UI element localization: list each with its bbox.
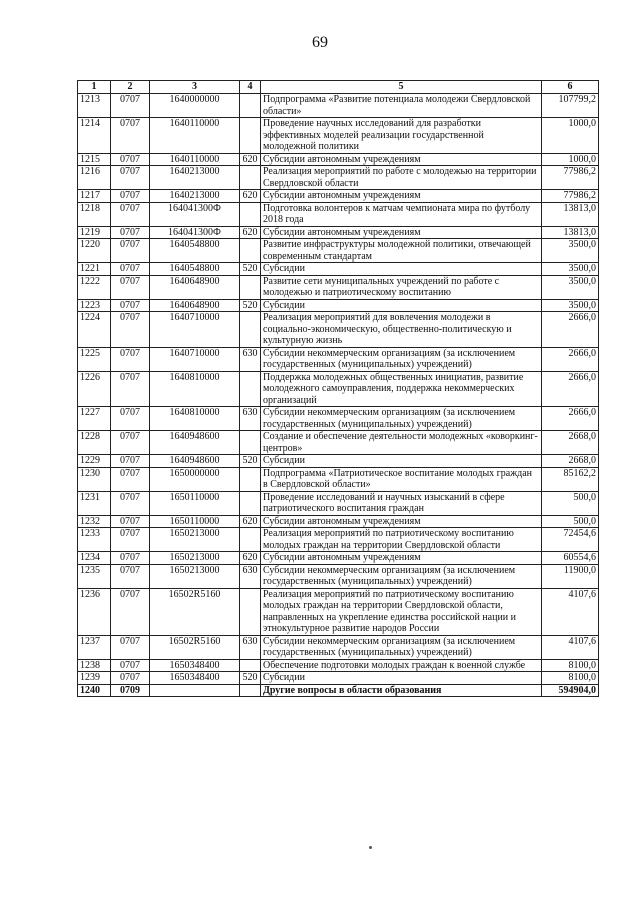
cell-target-code: 1640810000 [150,407,240,431]
cell-expense-type: 520 [240,299,261,312]
cell-row-number: 1223 [78,299,111,312]
cell-row-number: 1233 [78,528,111,552]
table-row [78,239,599,263]
cell-row-number: 1214 [78,118,111,154]
cell-item-name: Субсидии некоммерческим организациям (за исключением государственных (муниципальных) учреждений) [261,347,542,371]
cell-row-number: 1222 [78,275,111,299]
table-row [78,515,599,528]
table-header-row [78,81,599,94]
cell-expense-type [240,202,261,226]
cell-expense-type: 620 [240,226,261,239]
cell-target-code: 1640648900 [150,275,240,299]
page-number: 69 [312,34,328,51]
cell-section-code: 0707 [111,455,150,468]
cell-expense-type [240,275,261,299]
cell-expense-type: 520 [240,263,261,276]
cell-section-code: 0707 [111,347,150,371]
cell-amount: 85162,2 [542,467,599,491]
cell-target-code: 1650110000 [150,491,240,515]
cell-section-code: 0707 [111,528,150,552]
cell-expense-type [240,659,261,672]
cell-item-name: Субсидии некоммерческим организациям (за исключением государственных (муниципальных) учреждений) [261,407,542,431]
cell-target-code: 16502R5160 [150,588,240,635]
cell-target-code: 16502R5160 [150,635,240,659]
cell-amount: 8100,0 [542,672,599,685]
cell-item-name: Поддержка молодежных общественных инициатив, развитие молодежного самоуправления, поддержка некоммерческих организаций [261,371,542,407]
cell-item-name: Проведение исследований и научных изысканий в сфере патриотического воспитания граждан [261,491,542,515]
cell-row-number: 1227 [78,407,111,431]
cell-target-code: 1650348400 [150,659,240,672]
cell-row-number: 1213 [78,94,111,118]
cell-row-number: 1236 [78,588,111,635]
cell-expense-type [240,588,261,635]
cell-amount: 11900,0 [542,564,599,588]
cell-expense-type [240,684,261,697]
cell-expense-type: 620 [240,153,261,166]
cell-target-code: 1640548800 [150,239,240,263]
cell-row-number: 1224 [78,312,111,348]
cell-expense-type: 620 [240,552,261,565]
table-row [78,312,599,348]
cell-section-code: 0707 [111,467,150,491]
table-row [78,190,599,203]
table-row [78,431,599,455]
cell-item-name: Субсидии автономным учреждениям [261,190,542,203]
cell-item-name: Субсидии автономным учреждениям [261,226,542,239]
cell-row-number: 1219 [78,226,111,239]
cell-expense-type [240,166,261,190]
cell-target-code: 1640213000 [150,166,240,190]
cell-row-number: 1221 [78,263,111,276]
cell-section-code: 0707 [111,552,150,565]
cell-row-number: 1225 [78,347,111,371]
header-col-1: 1 [78,81,111,94]
cell-target-code: 1650110000 [150,515,240,528]
cell-target-code: 1640110000 [150,118,240,154]
cell-target-code: 1650213000 [150,552,240,565]
table-row [78,226,599,239]
cell-expense-type: 620 [240,515,261,528]
cell-amount: 72454,6 [542,528,599,552]
table-row [78,635,599,659]
table-row [78,371,599,407]
cell-expense-type [240,528,261,552]
cell-expense-type [240,94,261,118]
header-col-4: 4 [240,81,261,94]
cell-target-code: 1640548800 [150,263,240,276]
cell-target-code: 1650348400 [150,672,240,685]
cell-amount: 77986,2 [542,190,599,203]
table-row [78,275,599,299]
cell-section-code: 0707 [111,659,150,672]
cell-amount: 3500,0 [542,299,599,312]
cell-amount: 2668,0 [542,431,599,455]
cell-section-code: 0707 [111,431,150,455]
cell-amount: 1000,0 [542,118,599,154]
table-row [78,528,599,552]
cell-item-name: Реализация мероприятий по работе с молодежью на территории Свердловской области [261,166,542,190]
cell-item-name: Подготовка волонтеров к матчам чемпионата мира по футболу 2018 года [261,202,542,226]
cell-amount: 8100,0 [542,659,599,672]
cell-amount: 3500,0 [542,263,599,276]
cell-amount: 3500,0 [542,239,599,263]
cell-target-code: 1640110000 [150,153,240,166]
cell-section-code: 0707 [111,312,150,348]
cell-expense-type [240,467,261,491]
cell-amount: 4107,6 [542,635,599,659]
cell-target-code: 1640810000 [150,371,240,407]
table-row [78,166,599,190]
cell-target-code: 1640213000 [150,190,240,203]
table-row [78,347,599,371]
cell-item-name: Субсидии [261,299,542,312]
cell-section-code: 0707 [111,118,150,154]
table-row [78,672,599,685]
table-row [78,684,599,697]
cell-section-code: 0707 [111,239,150,263]
cell-target-code: 1650000000 [150,467,240,491]
cell-item-name: Реализация мероприятий для вовлечения молодежи в социально-экономическую, общественно-политическую и культурную жизнь [261,312,542,348]
cell-expense-type [240,371,261,407]
cell-section-code: 0707 [111,190,150,203]
cell-section-code: 0707 [111,491,150,515]
cell-amount: 1000,0 [542,153,599,166]
header-col-6: 6 [542,81,599,94]
cell-row-number: 1235 [78,564,111,588]
cell-amount: 107799,2 [542,94,599,118]
cell-expense-type: 630 [240,635,261,659]
table-row [78,118,599,154]
cell-section-code: 0707 [111,275,150,299]
table-row [78,552,599,565]
cell-target-code: 1640710000 [150,312,240,348]
table-row [78,202,599,226]
cell-row-number: 1231 [78,491,111,515]
cell-row-number: 1216 [78,166,111,190]
cell-amount: 4107,6 [542,588,599,635]
cell-row-number: 1217 [78,190,111,203]
cell-expense-type: 520 [240,672,261,685]
cell-item-name: Субсидии автономным учреждениям [261,515,542,528]
cell-amount: 2666,0 [542,371,599,407]
cell-amount: 2666,0 [542,407,599,431]
cell-target-code: 1640948600 [150,431,240,455]
table-row [78,153,599,166]
cell-section-code: 0707 [111,564,150,588]
cell-amount: 500,0 [542,491,599,515]
cell-item-name: Подпрограмма «Развитие потенциала молодежи Свердловской области» [261,94,542,118]
cell-amount: 500,0 [542,515,599,528]
cell-row-number: 1234 [78,552,111,565]
cell-amount: 13813,0 [542,202,599,226]
table-row [78,455,599,468]
cell-item-name: Развитие сети муниципальных учреждений по работе с молодежью и патриотическому воспитанию [261,275,542,299]
cell-row-number: 1215 [78,153,111,166]
table-row [78,299,599,312]
cell-row-number: 1220 [78,239,111,263]
cell-target-code: 1640648900 [150,299,240,312]
cell-section-code: 0707 [111,672,150,685]
cell-expense-type [240,118,261,154]
cell-item-name: Субсидии автономным учреждениям [261,153,542,166]
table-row [78,94,599,118]
cell-target-code: 1650213000 [150,528,240,552]
cell-item-name: Создание и обеспечение деятельности молодежных «коворкинг-центров» [261,431,542,455]
cell-expense-type: 620 [240,190,261,203]
header-col-2: 2 [111,81,150,94]
cell-section-code: 0707 [111,588,150,635]
cell-row-number: 1240 [78,684,111,697]
cell-amount: 77986,2 [542,166,599,190]
cell-target-code: 1640000000 [150,94,240,118]
cell-target-code: 164041300Ф [150,202,240,226]
cell-amount: 2666,0 [542,312,599,348]
cell-item-name: Субсидии некоммерческим организациям (за исключением государственных (муниципальных) учреждений) [261,635,542,659]
cell-item-name: Реализация мероприятий по патриотическому воспитанию молодых граждан на территории Свердловской области [261,528,542,552]
cell-expense-type: 630 [240,564,261,588]
cell-amount: 2668,0 [542,455,599,468]
cell-section-code: 0707 [111,153,150,166]
cell-item-name: Проведение научных исследований для разработки эффективных моделей реализации государственной молодежной политики [261,118,542,154]
cell-section-code: 0707 [111,371,150,407]
cell-item-name: Субсидии [261,263,542,276]
cell-row-number: 1226 [78,371,111,407]
cell-row-number: 1230 [78,467,111,491]
cell-amount: 3500,0 [542,275,599,299]
cell-section-code: 0707 [111,202,150,226]
cell-amount: 594904,0 [542,684,599,697]
cell-section-code: 0707 [111,635,150,659]
table-row [78,564,599,588]
cell-item-name: Обеспечение подготовки молодых граждан к военной службе [261,659,542,672]
table-row [78,659,599,672]
cell-section-code: 0707 [111,407,150,431]
header-col-5: 5 [261,81,542,94]
cell-expense-type [240,431,261,455]
cell-target-code: 164041300Ф [150,226,240,239]
cell-row-number: 1218 [78,202,111,226]
cell-amount: 2666,0 [542,347,599,371]
cell-item-name: Субсидии некоммерческим организациям (за исключением государственных (муниципальных) учреждений) [261,564,542,588]
cell-section-code: 0707 [111,299,150,312]
cell-item-name: Реализация мероприятий по патриотическому воспитанию молодых граждан на территории Свердловской области, направленных на укрепление единства российской нации и этнокультурное развитие народов России [261,588,542,635]
cell-expense-type: 520 [240,455,261,468]
cell-row-number: 1229 [78,455,111,468]
cell-item-name: Субсидии [261,672,542,685]
cell-section-code: 0707 [111,263,150,276]
cell-section-code: 0707 [111,515,150,528]
cell-row-number: 1228 [78,431,111,455]
cell-section-code: 0707 [111,94,150,118]
cell-expense-type [240,312,261,348]
table-row [78,407,599,431]
cell-target-code: 1640710000 [150,347,240,371]
cell-item-name: Субсидии автономным учреждениям [261,552,542,565]
budget-table [77,80,599,697]
table-row [78,588,599,635]
cell-expense-type [240,491,261,515]
header-col-3: 3 [150,81,240,94]
cell-item-name: Другие вопросы в области образования [261,684,542,697]
cell-expense-type: 630 [240,407,261,431]
stray-dot [369,846,372,849]
cell-row-number: 1238 [78,659,111,672]
table-row [78,263,599,276]
cell-row-number: 1239 [78,672,111,685]
cell-section-code: 0707 [111,166,150,190]
cell-expense-type: 630 [240,347,261,371]
cell-section-code: 0709 [111,684,150,697]
cell-target-code: 1650213000 [150,564,240,588]
cell-item-name: Субсидии [261,455,542,468]
cell-target-code: 1640948600 [150,455,240,468]
cell-item-name: Развитие инфраструктуры молодежной политики, отвечающей современным стандартам [261,239,542,263]
cell-section-code: 0707 [111,226,150,239]
cell-target-code [150,684,240,697]
cell-amount: 13813,0 [542,226,599,239]
cell-expense-type [240,239,261,263]
cell-row-number: 1232 [78,515,111,528]
cell-row-number: 1237 [78,635,111,659]
cell-item-name: Подпрограмма «Патриотическое воспитание молодых граждан в Свердловской области» [261,467,542,491]
table-row [78,491,599,515]
cell-amount: 60554,6 [542,552,599,565]
table-row [78,467,599,491]
